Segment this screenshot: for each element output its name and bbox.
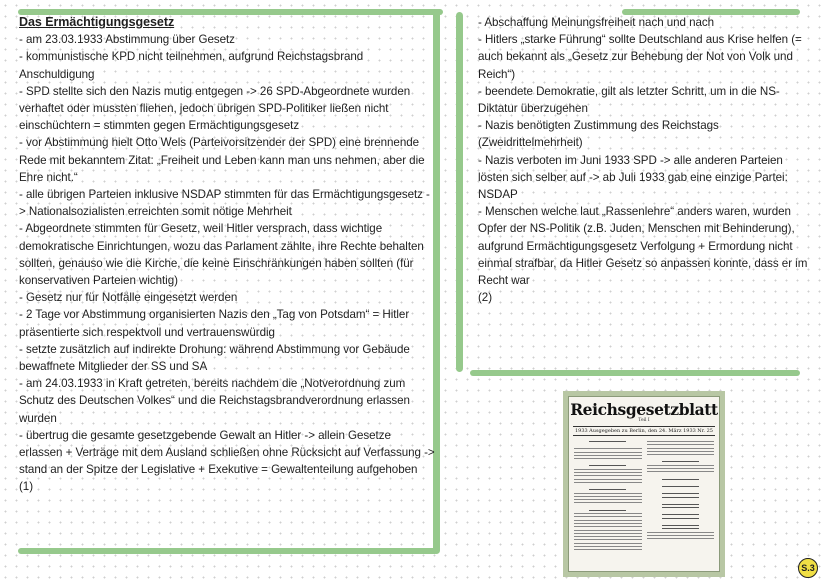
newspaper-print-line [574,496,642,497]
newspaper-print-line [574,493,642,494]
newspaper-print-line [647,444,715,445]
newspaper-print-line [662,479,699,480]
newspaper-year: 1933 [575,428,588,434]
bottom-divider-left [18,548,438,554]
newspaper-print-line [662,486,699,487]
newspaper-print-line [574,533,642,534]
newspaper-dateline: Ausgegeben zu Berlin, den 24. März 1933 [589,428,696,434]
newspaper-print-line [574,448,642,449]
left-line: - 2 Tage vor Abstimmung organisierten Nazis den „Tag von Potsdam“ = Hitler präsentierte sich respektvoll und vertrauenswürdig [19,308,410,339]
newspaper-print-line [574,546,642,547]
left-line: - Gesetz nur für Notfälle eingesetzt werden [19,291,238,305]
newspaper-print-line [647,538,715,539]
right-line: - Menschen welche laut „Rassenlehre“ anders waren, wurden Opfer der NS-Politik (z.B. Juden, Menschen mit Behinderung), aufgrund Ermächtigungsgesetz Verfolgung + Ermordung nicht einmal strafbar, da Hitler Gesetz so anpassen konnte, dass er im Recht war [478,205,808,288]
newspaper-print-line [574,475,642,476]
left-line: - am 24.03.1933 in Kraft getreten, bereits nachdem die „Notverordnung zum Schutz des Deutschen Volkes“ und die Reichstagsbrandverordnung erlassen wurden [19,377,410,425]
newspaper-page [568,396,720,572]
newspaper-print-line [574,530,642,531]
newspaper-part: Teil I [638,418,650,423]
newspaper-print-line [574,482,642,483]
newspaper-print-line [647,451,715,452]
newspaper-print-line [574,543,642,544]
newspaper-print-line [647,454,715,455]
newspaper-print-line [589,510,626,511]
newspaper-print-line [574,499,642,500]
newspaper-print-line [574,539,642,540]
left-column [19,14,436,496]
newspaper-print-line [574,520,642,521]
right-line: - Abschaffung Meinungsfreiheit nach und nach [478,16,715,29]
left-line: - setzte zusätzlich auf indirekte Drohung: während Abstimmung vor Gebäude bewaffnete Mitglieder der SS und SA [19,342,410,374]
newspaper-print-line [574,549,642,550]
newspaper-issue: Nr. 25 [697,428,713,434]
newspaper-print-line [662,528,699,529]
source-ref: (2) [478,291,493,305]
newspaper-print-line [662,461,699,462]
newspaper-print-line [662,504,699,505]
left-line: - am 23.03.1933 Abstimmung über Gesetz [19,33,235,47]
newspaper-print-line [574,516,642,517]
newspaper-print-line [589,489,626,490]
right-line: - Nazis verboten im Juni 1933 SPD -> alle anderen Parteien lösten sich selber auf -> ab Juli 1933 gab eine einzige Partei: NSDAP [478,153,788,202]
newspaper-print-line [574,452,642,453]
newspaper-print-line [662,493,699,494]
newspaper-print-line [574,526,642,527]
newspaper-print-line [574,472,642,473]
frame-right-vertical [456,12,463,372]
newspaper-print-line [574,455,642,456]
newspaper-print-line [647,441,715,442]
right-line: - Nazis benötigten Zustimmung des Reichstags (Zweidrittelmehrheit) [478,119,719,150]
newspaper-print-line [662,497,699,498]
newspaper-dateline-row [573,426,715,436]
newspaper-print-line [589,441,626,442]
left-line: - alle übrigen Parteien inklusive NSDAP stimmten für das Ermächtigungsgesetz -> Nationalsozialisten erreichten somit nötige Mehrheit [19,188,430,219]
bottom-divider-right [470,370,800,376]
newspaper-print-line [574,479,642,480]
newspaper-print-line [574,458,642,459]
newspaper-print-line [647,468,715,469]
newspaper-print-line [574,502,642,503]
newspaper-column [574,441,642,567]
newspaper-print-line [662,514,699,515]
left-line: - übertrug die gesamte gesetzgebende Gewalt an Hitler -> allein Gesetze erlassen + Verträge mit dem Ausland schließen ohne Rücksicht auf Verfassung -> stand an der Spitze der Legislative + Exekutive = Gewaltenteilung aufgehoben [19,428,435,477]
newspaper-print-line [647,448,715,449]
right-line: - beendete Demokratie, gilt als letzter Schritt, um in die NS-Diktatur überzugehen [478,84,780,116]
newspaper-masthead: Reichsgesetzblatt [570,400,718,419]
page-number-badge: S.3 [798,558,818,578]
left-line: - kommunistische KPD nicht teilnehmen, aufgrund Reichstagsbrand Anschuldigung [19,50,364,81]
newspaper-print-line [662,518,699,519]
newspaper-print-line [574,536,642,537]
source-ref: (1) [19,480,34,494]
newspaper-print-line [662,507,699,508]
newspaper-print-line [647,471,715,472]
newspaper-text-columns [574,441,714,567]
left-line: - Abgeordnete stimmten für Gesetz, weil Hitler versprach, dass wichtige demokratische Einrichtungen, wozu das Parlament zählte, ihre Rechte behalten sollten, genauso wie die Kirche, die keine Einschränkungen haben sollten (für konservativen Parteien wichtig) [19,222,424,288]
left-line: - SPD stellte sich den Nazis mutig entgegen -> 26 SPD-Abgeordnete wurden verhaftet oder mussten fliehen, jedoch übrigen SPD-Politiker ließen nicht einschüchtern = stimmten gegen Ermächtigungsgesetz [19,84,411,133]
newspaper-print-line [662,525,699,526]
newspaper-print-line [574,469,642,470]
newspaper-image [563,391,725,577]
newspaper-print-line [574,523,642,524]
newspaper-print-line [574,513,642,514]
page-title: Das Ermächtigungsgesetz [19,15,175,29]
newspaper-column [647,441,715,567]
right-column [478,14,813,306]
left-line: - vor Abstimmung hielt Otto Wels (Parteivorsitzender der SPD) eine brennende Rede mit bekanntem Zitat: „Freiheit und Leben kann man uns nehmen, aber die Ehre nicht.“ [19,136,425,184]
newspaper-print-line [647,532,715,533]
newspaper-print-line [589,465,626,466]
newspaper-print-line [647,465,715,466]
right-line: - Hitlers „starke Führung“ sollte Deutschland aus Krise helfen (= auch bekannt als „Gesetz zur Behebung der Not von Volk und Reich“) [478,33,802,81]
newspaper-print-line [647,535,715,536]
